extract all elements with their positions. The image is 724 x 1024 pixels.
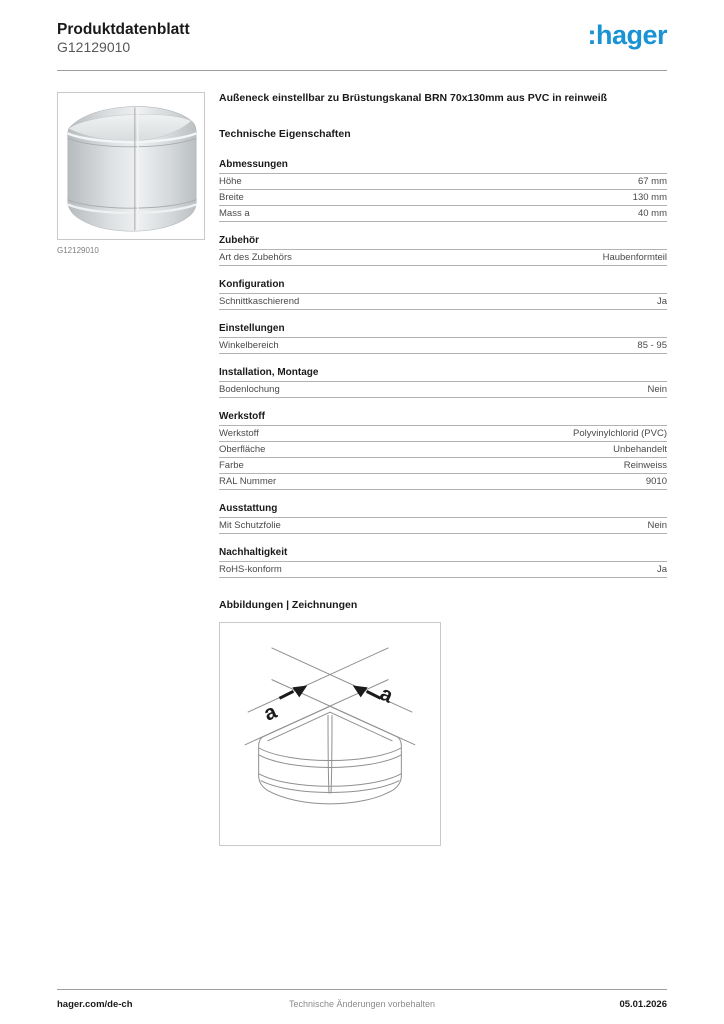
spec-value: 130 mm: [632, 191, 667, 203]
section-einstellungen: [219, 322, 667, 354]
page-title: Produktdatenblatt: [57, 21, 190, 38]
drawings-heading: Abbildungen | Zeichnungen: [219, 599, 358, 611]
section-nachhaltigkeit: [219, 546, 667, 578]
spec-row: [219, 174, 667, 190]
section-werkstoff: [219, 410, 667, 490]
spec-label: Werkstoff: [219, 427, 259, 439]
product-image-caption: G12129010: [57, 246, 99, 255]
header-divider: [57, 70, 667, 71]
spec-value: Haubenformteil: [602, 251, 667, 263]
spec-row: [219, 382, 667, 398]
section-konfiguration: [219, 278, 667, 310]
spec-value: 9010: [645, 475, 667, 487]
hager-logo: :hager: [587, 20, 667, 50]
spec-value: Nein: [647, 383, 667, 395]
product-id: G12129010: [57, 39, 131, 55]
footer-row: [57, 999, 667, 1010]
spec-label: Bodenlochung: [219, 383, 280, 395]
spec-label: Mit Schutzfolie: [219, 519, 281, 531]
spec-value: Nein: [647, 519, 667, 531]
dimension-label-a-right: a: [376, 681, 397, 708]
section-title: Installation, Montage: [219, 366, 667, 382]
spec-value: 67 mm: [637, 175, 667, 187]
section-title: Konfiguration: [219, 278, 667, 294]
spec-row: [219, 294, 667, 310]
technical-drawing: [219, 622, 441, 846]
section-title: Abmessungen: [219, 158, 667, 174]
spec-row: [219, 190, 667, 206]
spec-row: [219, 338, 667, 354]
spec-label: Farbe: [219, 459, 244, 471]
spec-row: [219, 426, 667, 442]
section-installation-montage: [219, 366, 667, 398]
spec-label: Schnittkaschierend: [219, 295, 300, 307]
spec-row: [219, 518, 667, 534]
section-zubehoer: [219, 234, 667, 266]
section-abmessungen: [219, 158, 667, 222]
footer-notice: Technische Änderungen vorbehalten: [288, 999, 436, 1009]
spec-value: 40 mm: [637, 207, 667, 219]
spec-label: Art des Zubehörs: [219, 251, 292, 263]
tech-properties-heading: Technische Eigenschaften: [219, 128, 351, 140]
spec-label: Breite: [219, 191, 244, 203]
spec-sections: [219, 158, 667, 578]
spec-value: Polyvinylchlorid (PVC): [573, 427, 667, 439]
spec-row: [219, 562, 667, 578]
spec-label: Mass a: [219, 207, 250, 219]
footer: [57, 989, 667, 1010]
spec-label: RoHS-konform: [219, 563, 282, 575]
spec-value: Ja: [656, 295, 667, 307]
section-title: Werkstoff: [219, 410, 667, 426]
footer-website-link[interactable]: hager.com/de-ch: [57, 999, 133, 1010]
spec-row: [219, 474, 667, 490]
spec-label: Winkelbereich: [219, 339, 279, 351]
section-title: Nachhaltigkeit: [219, 546, 667, 562]
spec-row: [219, 458, 667, 474]
header: [0, 0, 724, 56]
spec-value: Ja: [656, 563, 667, 575]
spec-row: [219, 206, 667, 222]
product-image-column: [57, 92, 205, 846]
corner-piece-drawing: [220, 623, 440, 845]
spec-row: [219, 250, 667, 266]
specs-column: [219, 92, 667, 846]
spec-value: Reinweiss: [623, 459, 667, 471]
spec-label: Höhe: [219, 175, 242, 187]
section-title: Einstellungen: [219, 322, 667, 338]
product-photo-illustration: [61, 96, 201, 236]
spec-row: [219, 442, 667, 458]
section-ausstattung: [219, 502, 667, 534]
spec-label: Oberfläche: [219, 443, 266, 455]
product-description: Außeneck einstellbar zu Brüstungskanal BRN 70x130mm aus PVC in reinweiß: [219, 92, 608, 104]
dimension-label-a-left: a: [260, 699, 281, 726]
section-title: Ausstattung: [219, 502, 667, 518]
spec-value: 85 - 95: [637, 339, 667, 351]
spec-label: RAL Nummer: [219, 475, 277, 487]
main-content: [0, 92, 724, 846]
spec-value: Unbehandelt: [613, 443, 667, 455]
product-image: [57, 92, 205, 240]
section-title: Zubehör: [219, 234, 667, 250]
footer-date: 05.01.2026: [619, 999, 667, 1010]
